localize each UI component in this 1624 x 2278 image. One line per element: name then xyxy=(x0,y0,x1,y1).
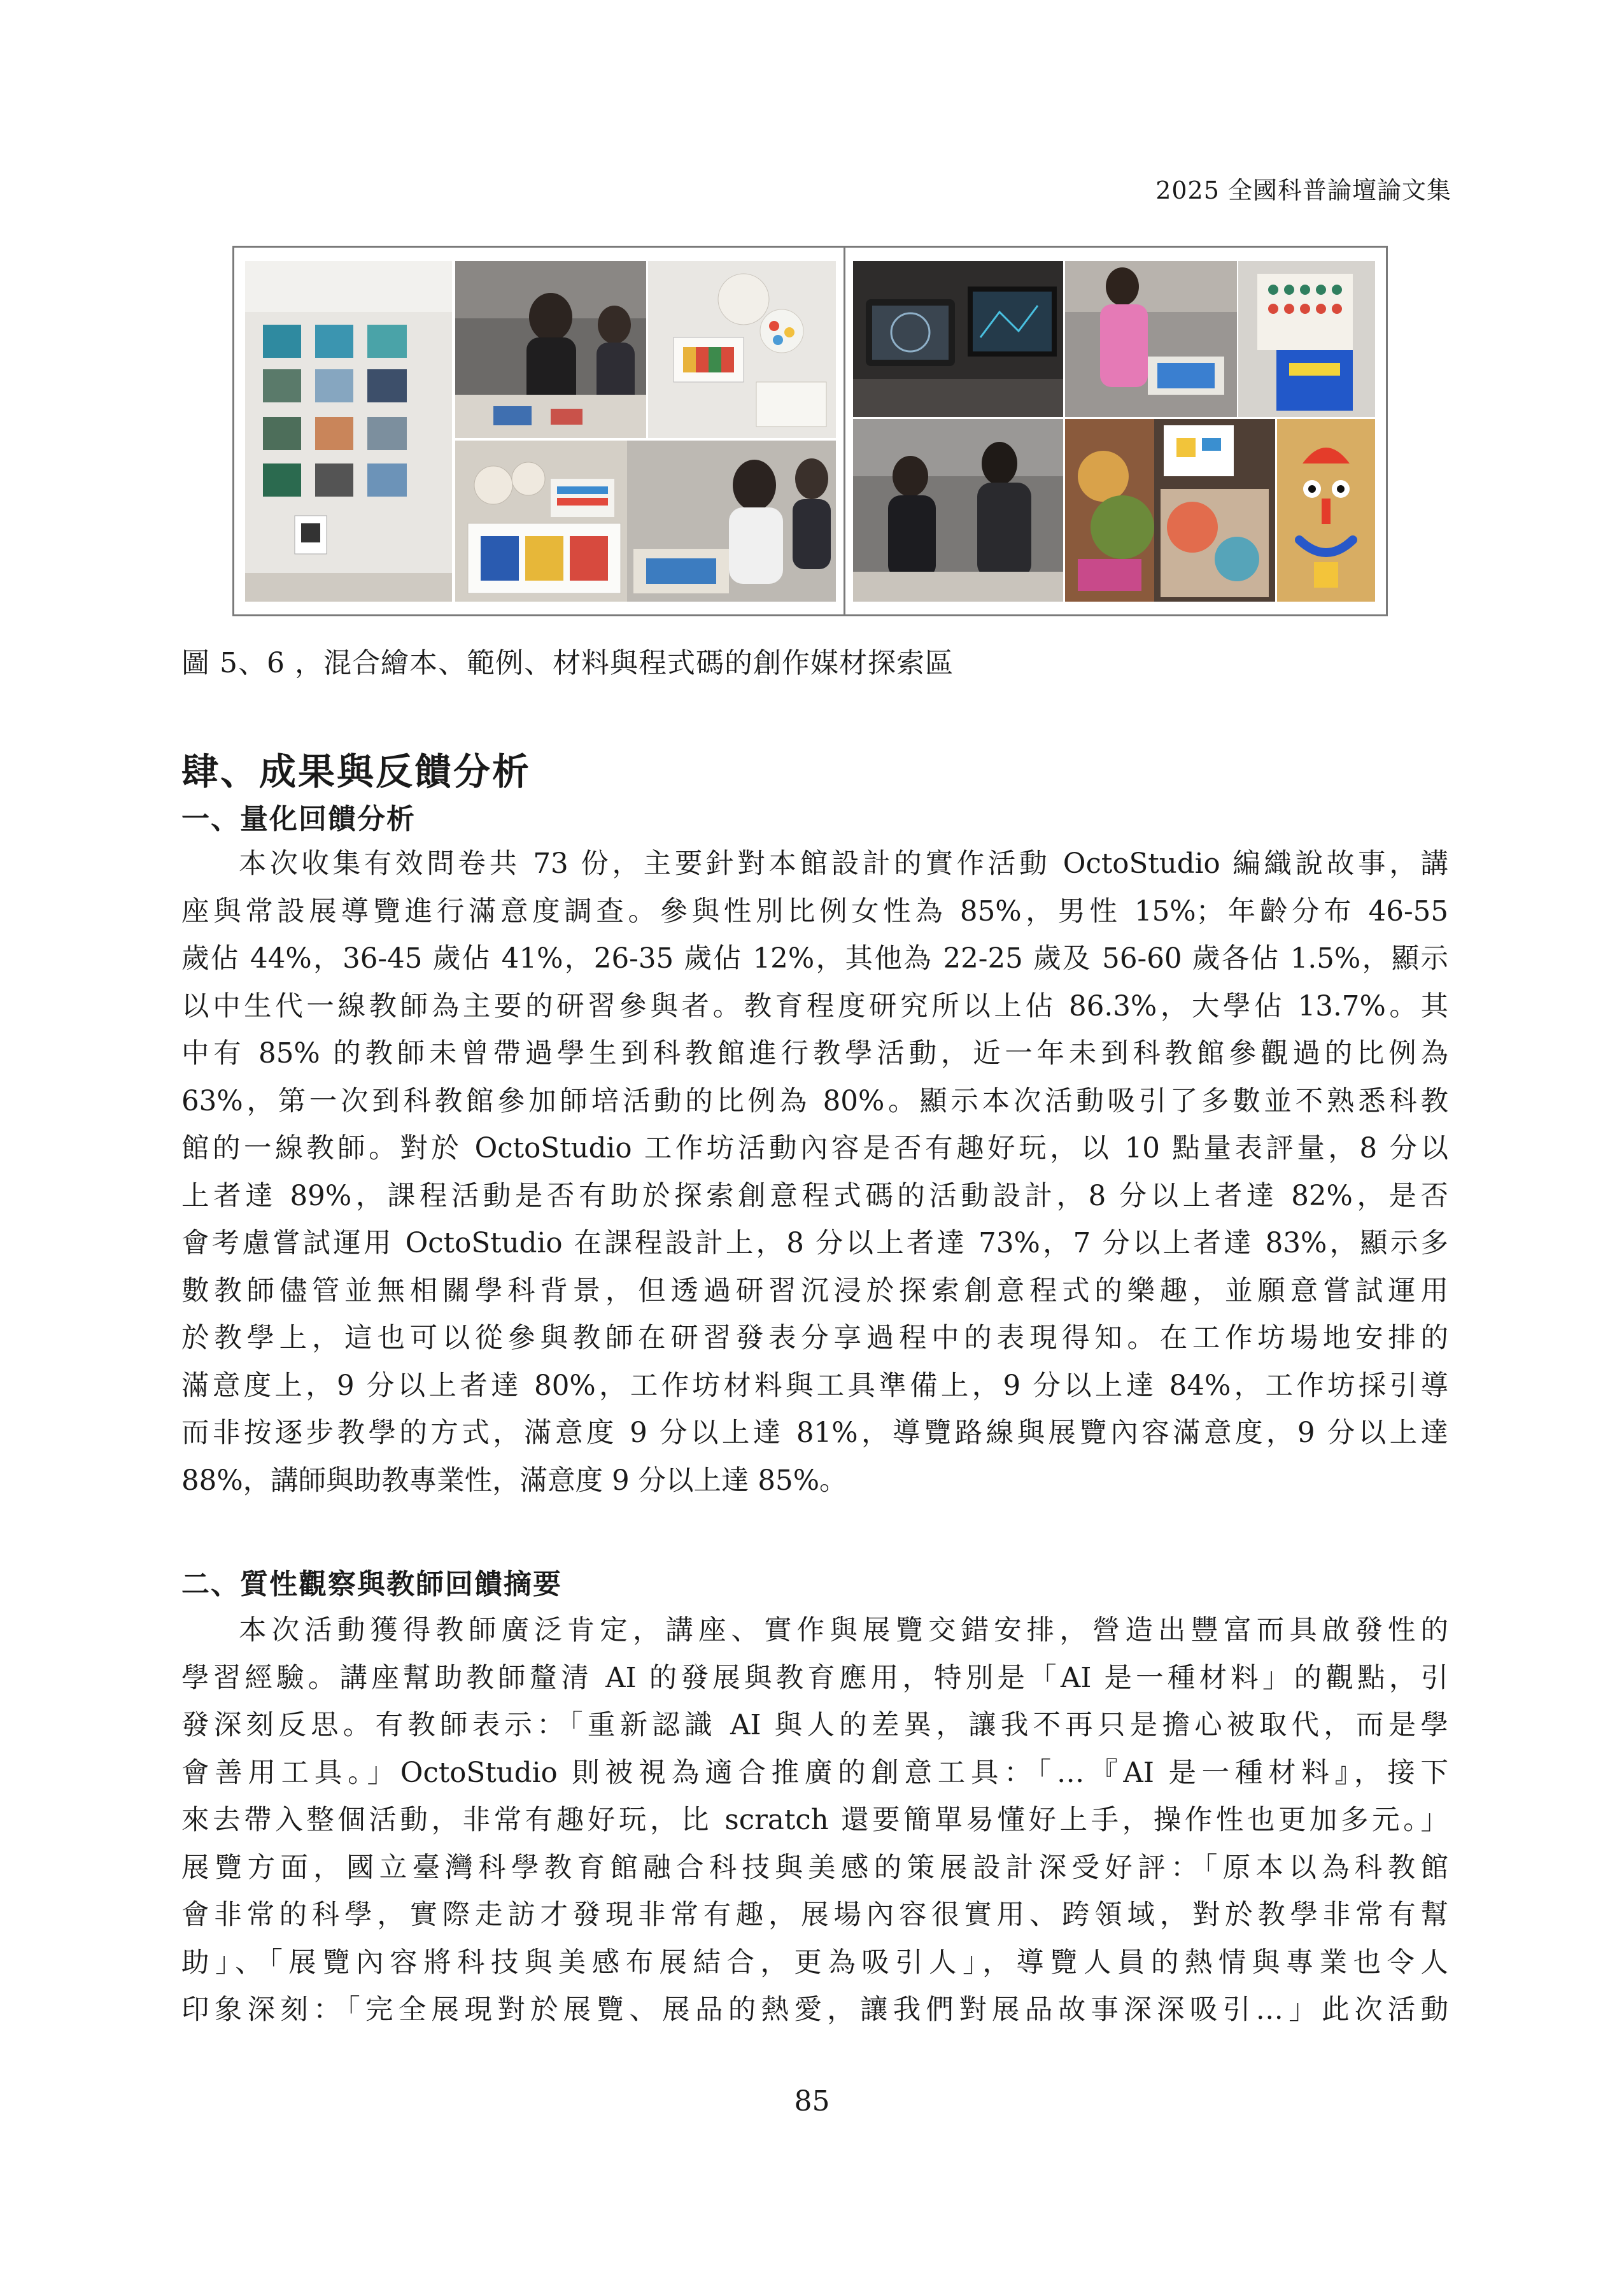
text-line: 本次收集有效問卷共 73 份，主要針對本館設計的實作活動 OctoStudio 編織說故事，講 xyxy=(239,848,1448,880)
text-line: 而非按逐步教學的方式，滿意度 9 分以上達 81%，導覽路線與展覽內容滿意度，9 分以上達 xyxy=(181,1417,1448,1449)
text-line: 印象深刻：「完全展現對於展覽、展品的熱愛，讓我們對展品故事深深吸引…」此次活動 xyxy=(181,1994,1448,2026)
text-line: 館的一線教師。對於 OctoStudio 工作坊活動內容是否有趣好玩，以 10 點量表評量，8 分以 xyxy=(181,1133,1448,1164)
subsection-heading-quantitative: 一、量化回饋分析 xyxy=(181,803,416,835)
tablet-coding-photo-icon xyxy=(853,261,1063,417)
text-line: 於教學上，這也可以從參與教師在研習發表分享過程中的表現得知。在工作坊場地安排的 xyxy=(181,1322,1448,1354)
text-line: 88%，講師與助教專業性，滿意度 9 分以上達 85%。 xyxy=(181,1464,847,1497)
teachers-crafting-photo-icon xyxy=(455,261,646,438)
text-line: 上者達 89%，課程活動是否有助於探索創意程式碼的活動設計，8 分以上者達 82%，是否 xyxy=(181,1180,1448,1212)
figure-caption: 圖 5、6 ，混合繪本、範例、材料與程式碼的創作媒材探索區 xyxy=(181,647,954,679)
subsection-heading-qualitative: 二、質性觀察與教師回饋摘要 xyxy=(181,1568,562,1601)
text-line: 座與常設展導覽進行滿意度調查。參與性別比例女性為 85%，男性 15%；年齡分布 46-55 xyxy=(181,895,1448,928)
paragraph-quantitative xyxy=(181,840,1448,1504)
section-heading: 肆、成果與反饋分析 xyxy=(181,750,532,793)
text-line: 歲佔 44%，36-45 歲佔 41%，26-35 歲佔 12%，其他為 22-25 歲及 56-60 歲各佔 1.5%，顯示 xyxy=(181,943,1448,975)
presenter-photo-icon xyxy=(1065,261,1237,417)
text-line: 63%，第一次到科教館參加師培活動的比例為 80%。顯示本次活動吸引了多數並不熟悉科教 xyxy=(181,1085,1448,1117)
text-line: 會非常的科學，實際走訪才發現非常有趣，展場內容很實用、跨領域，對於教學非常有幫 xyxy=(181,1899,1448,1931)
text-line: 本次活動獲得教師廣泛肯定，講座、實作與展覽交錯安排，營造出豐富而具啟發性的 xyxy=(239,1615,1448,1646)
running-header: 2025 全國科普論壇論文集 xyxy=(1155,176,1451,204)
paragraph-qualitative xyxy=(181,1607,1448,2034)
text-line: 會善用工具。」OctoStudio 則被視為適合推廣的創意工具：「…『AI 是一種材料』，接下 xyxy=(181,1757,1448,1789)
text-line: 中有 85% 的教師未曾帶過學生到科教館進行教學活動，近一年未到科教館參觀過的比例為 xyxy=(181,1038,1448,1070)
text-line: 以中生代一線教師為主要的研習參與者。教育程度研究所以上佔 86.3%，大學佔 13.7%。其 xyxy=(181,990,1448,1022)
text-line: 助」、「展覽內容將科技與美感布展結合，更為吸引人」，導覽人員的熱情與專業也令人 xyxy=(181,1946,1448,1979)
text-line: 學習經驗。講座幫助教師釐清 AI 的發展與教育應用，特別是「AI 是一種材料」的觀點，引 xyxy=(181,1662,1448,1694)
material-table-photo-icon xyxy=(648,261,836,438)
figure-divider xyxy=(844,246,845,616)
workshop-participants-photo-icon xyxy=(455,441,836,602)
text-line: 會考慮嘗試運用 OctoStudio 在課程設計上，8 分以上者達 73%，7 分以上者達 83%，顯示多 xyxy=(181,1227,1448,1259)
group-discussion-photo-icon xyxy=(853,419,1063,602)
text-line: 來去帶入整個活動，非常有趣好玩，比 scratch 還要簡單易懂好上手，操作性也更加多元。」 xyxy=(181,1804,1448,1836)
paper-face-craft-photo-icon xyxy=(1277,419,1375,602)
poster-wall-photo-icon xyxy=(245,261,452,602)
octostudio-booklets-photo-icon xyxy=(1238,261,1375,417)
page-number: 85 xyxy=(794,2085,830,2118)
collage-artwork-photo-icon xyxy=(1065,419,1275,602)
text-line: 發深刻反思。有教師表示：「重新認識 AI 與人的差異，讓我不再只是擔心被取代，而是學 xyxy=(181,1709,1448,1741)
text-line: 展覽方面，國立臺灣科學教育館融合科技與美感的策展設計深受好評：「原本以為科教館 xyxy=(181,1851,1448,1884)
text-line: 數教師儘管並無相關學科背景，但透過研習沉浸於探索創意程式的樂趣，並願意嘗試運用 xyxy=(181,1275,1448,1307)
text-line: 滿意度上，9 分以上者達 80%，工作坊材料與工具準備上，9 分以上達 84%，工作坊採引導 xyxy=(181,1369,1448,1402)
